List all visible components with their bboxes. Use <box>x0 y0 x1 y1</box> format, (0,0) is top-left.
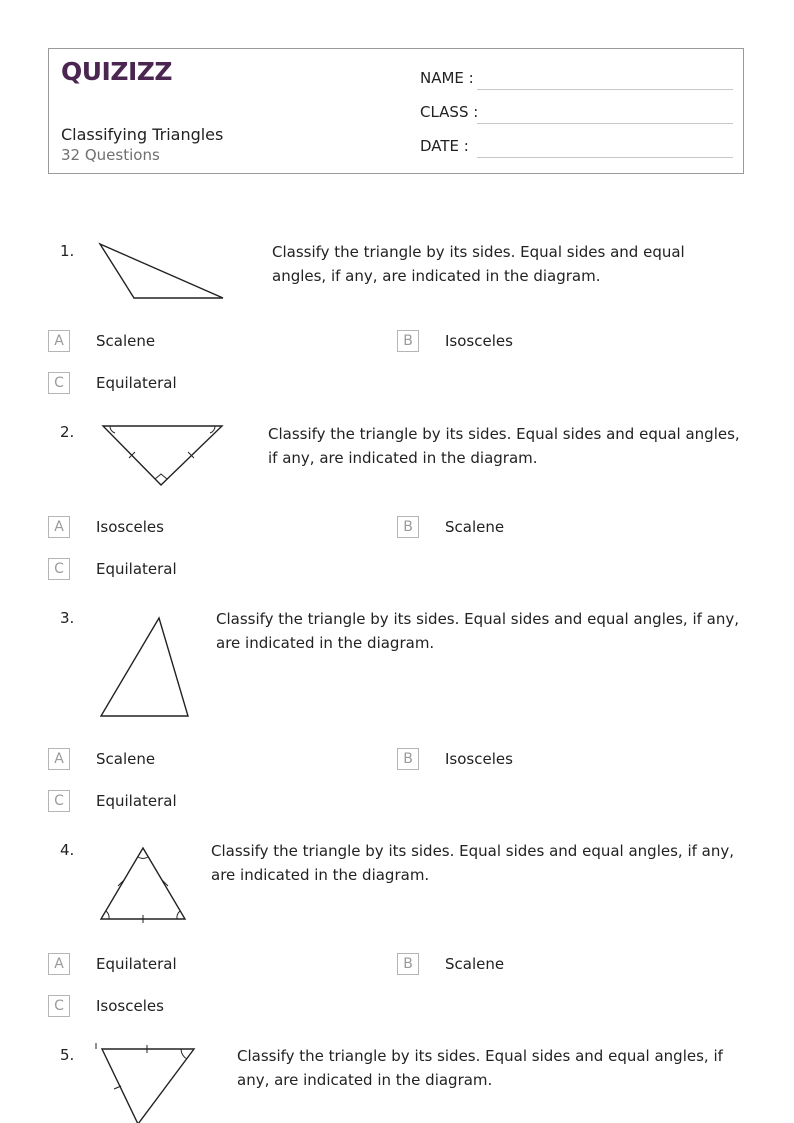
option-c-box[interactable]: C <box>48 790 70 812</box>
question-text: Classify the triangle by its sides. Equal sides and equal angles, if any, are indicated in the diagram. <box>268 425 740 467</box>
option-c-box[interactable]: C <box>48 995 70 1017</box>
option-a-text[interactable]: Equilateral <box>96 955 177 973</box>
class-field[interactable] <box>477 123 733 124</box>
option-b-box[interactable]: B <box>397 330 419 352</box>
equilateral-triangle-diagram <box>96 840 192 926</box>
question-text: Classify the triangle by its sides. Equal sides and equal angles, if any, are indicated in the diagram. <box>211 842 735 884</box>
option-c-box[interactable]: C <box>48 372 70 394</box>
option-c-text[interactable]: Equilateral <box>96 560 177 578</box>
date-label: DATE : <box>420 137 469 155</box>
question-number: 4. <box>60 841 75 859</box>
question-text: Classify the triangle by its sides. Equal sides and equal angles, if any, are indicated in the diagram. <box>216 610 740 652</box>
option-c-text[interactable]: Equilateral <box>96 374 177 392</box>
question-number: 5. <box>60 1046 75 1064</box>
scalene-triangle-diagram <box>96 238 256 304</box>
option-a-box[interactable]: A <box>48 953 70 975</box>
option-b-text[interactable]: Isosceles <box>445 750 513 768</box>
question-text: Classify the triangle by its sides. Equal sides and equal angles, if any, are indicated in the diagram. <box>237 1047 723 1089</box>
question-text: Classify the triangle by its sides. Equal sides and equal angles, if any, are indicated in the diagram. <box>272 243 685 285</box>
right-isosceles-triangle-diagram <box>100 422 252 492</box>
name-label: NAME : <box>420 69 474 87</box>
option-a-box[interactable]: A <box>48 516 70 538</box>
question-number: 3. <box>60 609 75 627</box>
question-count: 32 Questions <box>61 146 160 164</box>
scalene-triangle-diagram <box>96 608 200 724</box>
option-b-box[interactable]: B <box>397 748 419 770</box>
option-a-box[interactable]: A <box>48 330 70 352</box>
class-label: CLASS : <box>420 103 479 121</box>
option-a-text[interactable]: Scalene <box>96 750 156 768</box>
date-field[interactable] <box>477 157 733 158</box>
name-field[interactable] <box>477 89 733 90</box>
option-a-box[interactable]: A <box>48 748 70 770</box>
quizizz-logo: QUIZIZZ <box>61 57 173 86</box>
question-number: 2. <box>60 423 75 441</box>
option-c-box[interactable]: C <box>48 558 70 580</box>
option-b-box[interactable]: B <box>397 953 419 975</box>
option-c-text[interactable]: Isosceles <box>96 997 164 1015</box>
option-a-text[interactable]: Scalene <box>96 332 156 350</box>
option-b-box[interactable]: B <box>397 516 419 538</box>
option-b-text[interactable]: Scalene <box>445 955 505 973</box>
option-b-text[interactable]: Isosceles <box>445 332 513 350</box>
option-b-text[interactable]: Scalene <box>445 518 505 536</box>
option-c-text[interactable]: Equilateral <box>96 792 177 810</box>
worksheet-title: Classifying Triangles <box>61 125 224 144</box>
isosceles-triangle-diagram <box>94 1042 220 1123</box>
worksheet-header <box>48 48 744 174</box>
question-number: 1. <box>60 242 75 260</box>
option-a-text[interactable]: Isosceles <box>96 518 164 536</box>
